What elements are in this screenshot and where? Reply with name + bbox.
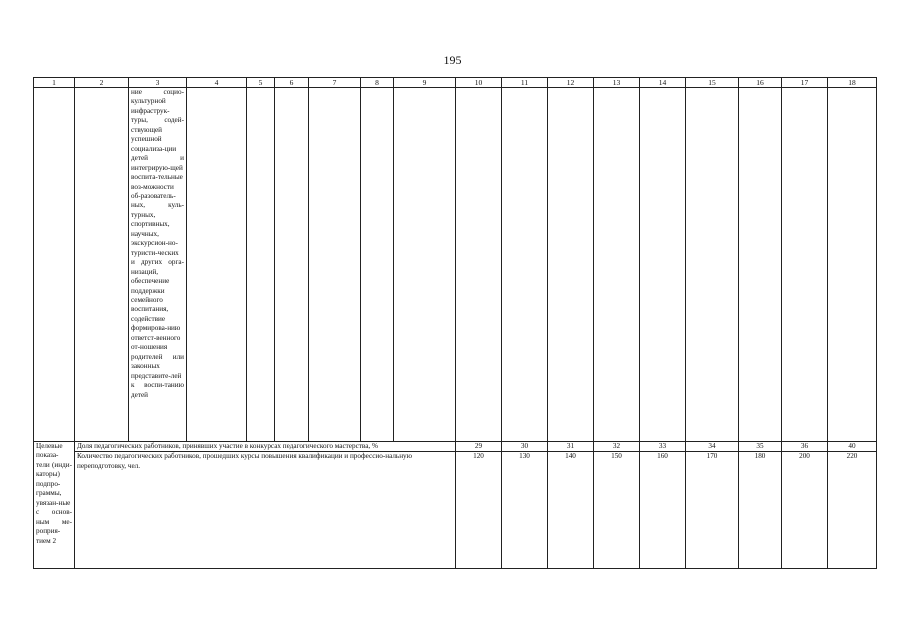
- table-cell: [309, 88, 361, 442]
- table-cell: [686, 88, 739, 442]
- table-cell: [75, 88, 129, 442]
- table-cell: [456, 88, 502, 442]
- indicator-value: 140: [548, 452, 594, 569]
- continued-row: [34, 88, 877, 442]
- indicator-row: [34, 452, 877, 569]
- indicator-value: 130: [502, 452, 548, 569]
- table-cell: [739, 88, 782, 442]
- indicator-value: 31: [548, 442, 594, 452]
- column-number: 9: [394, 78, 456, 88]
- column-number: 8: [361, 78, 394, 88]
- table-cell: [361, 88, 394, 442]
- column-number: 6: [275, 78, 309, 88]
- column-number: 3: [129, 78, 187, 88]
- column-number: 16: [739, 78, 782, 88]
- indicator-value: 170: [686, 452, 739, 569]
- column-number: 17: [782, 78, 828, 88]
- column-number-row: [34, 78, 877, 88]
- indicator-value: 30: [502, 442, 548, 452]
- table-cell: [187, 88, 247, 442]
- indicator-value: 120: [456, 452, 502, 569]
- table-cell: [275, 88, 309, 442]
- column-number: 15: [686, 78, 739, 88]
- indicator-value: 40: [828, 442, 877, 452]
- indicator-value: 150: [594, 452, 640, 569]
- program-table: [33, 77, 877, 569]
- indicator-value: 200: [782, 452, 828, 569]
- column-number: 4: [187, 78, 247, 88]
- indicator-value: 180: [739, 452, 782, 569]
- indicator-text: Доля педагогических работников, принявших участие в конкурсах педагогического мастерства, %: [75, 442, 456, 452]
- indicator-value: 32: [594, 442, 640, 452]
- indicator-value: 29: [456, 442, 502, 452]
- table-cell: [594, 88, 640, 442]
- table-cell: [394, 88, 456, 442]
- indicator-text: Количество педагогических работников, прошедших курсы повышения квалификации и профессио-нальную переподготовку, чел.: [75, 452, 456, 569]
- column-number: 13: [594, 78, 640, 88]
- indicator-value: 35: [739, 442, 782, 452]
- table-cell: [34, 88, 75, 442]
- table-cell: [782, 88, 828, 442]
- column-number: 10: [456, 78, 502, 88]
- column-number: 1: [34, 78, 75, 88]
- column-number: 14: [640, 78, 686, 88]
- page-number: 195: [443, 53, 462, 67]
- table-cell: [828, 88, 877, 442]
- column-number: 11: [502, 78, 548, 88]
- indicator-value: 160: [640, 452, 686, 569]
- indicator-value: 34: [686, 442, 739, 452]
- table-cell: [247, 88, 275, 442]
- section-label: Целевые показа-тели (инди-каторы) подпро-граммы, увязан-ные с основ-ным ме-роприя-тием 2: [34, 442, 75, 569]
- indicator-value: 33: [640, 442, 686, 452]
- table-cell: [640, 88, 686, 442]
- indicator-value: 220: [828, 452, 877, 569]
- table-cell: [502, 88, 548, 442]
- column-number: 7: [309, 78, 361, 88]
- table-cell: [548, 88, 594, 442]
- continued-description: ние социо-культурной инфраструк-туры, содей-ствующей успешной социализа-ции детей и интегрирую-щей воспита-тельные воз-можности об-разователь-ных, куль-турных, спортивных, научных, экскурсион-но-туристи-ческих и других орга-низаций, обеспечение поддержки семейного воспитания, содействие формирова-нию ответст-венного от-ношения родителей или законных представите-лей к воспи-танию детей: [129, 88, 187, 442]
- column-number: 2: [75, 78, 129, 88]
- indicator-value: 36: [782, 442, 828, 452]
- indicator-row: [34, 442, 877, 452]
- column-number: 18: [828, 78, 877, 88]
- column-number: 5: [247, 78, 275, 88]
- column-number: 12: [548, 78, 594, 88]
